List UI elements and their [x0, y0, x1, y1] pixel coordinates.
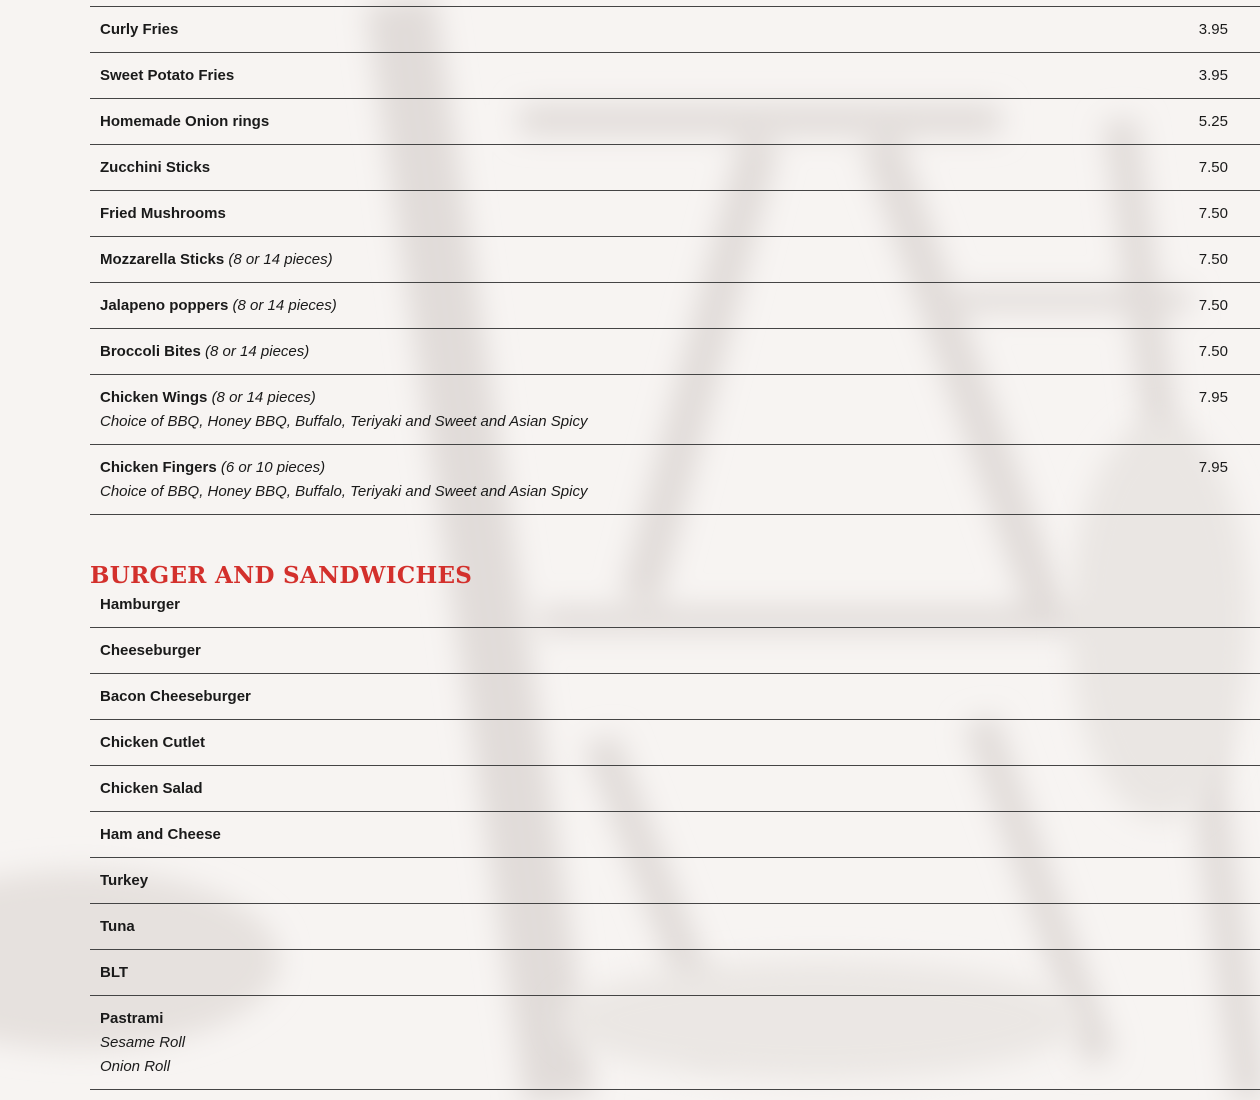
menu-item: [90, 591, 1260, 628]
menu-item: [90, 237, 1260, 283]
menu-item: [90, 375, 1260, 445]
menu-content: [90, 0, 1260, 1090]
menu-item: [90, 283, 1260, 329]
menu-item: [90, 766, 1260, 812]
menu-item: [90, 950, 1260, 996]
item-name: Chicken Fingers: [100, 459, 217, 476]
item-name: Cheeseburger: [100, 642, 201, 659]
item-price: 7.50: [1198, 159, 1228, 176]
section-spacer: [90, 515, 1260, 561]
item-name: Mozzarella Sticks: [100, 251, 225, 268]
item-name: BLT: [100, 964, 129, 981]
menu-item: [90, 99, 1260, 145]
menu-item: [90, 720, 1260, 766]
item-name: Bacon Cheeseburger: [100, 688, 251, 705]
item-price: 7.50: [1198, 343, 1228, 360]
item-price: 7.95: [1198, 459, 1228, 476]
item-price: 3.95: [1198, 67, 1228, 84]
item-price: 7.50: [1198, 205, 1228, 222]
item-name: Chicken Salad: [100, 780, 203, 797]
item-name: Ham and Cheese: [100, 826, 221, 843]
item-name: Homemade Onion rings: [100, 113, 270, 130]
section-title: BURGER AND SANDWICHES: [90, 562, 473, 589]
item-option: Onion Roll: [100, 1058, 171, 1075]
item-name: Zucchini Sticks: [100, 159, 211, 176]
menu-item: [90, 445, 1260, 515]
appetizers-list: [90, 6, 1260, 515]
item-name: Curly Fries: [100, 21, 179, 38]
item-name: Pastrami: [100, 1010, 164, 1027]
item-note: (8 or 14 pieces): [205, 343, 310, 360]
item-price: 3.95: [1198, 21, 1228, 38]
menu-item: [90, 329, 1260, 375]
menu-item: [90, 191, 1260, 237]
item-option: Sesame Roll: [100, 1034, 186, 1051]
menu-item: [90, 628, 1260, 674]
item-note: (8 or 14 pieces): [211, 389, 316, 406]
menu-item: [90, 812, 1260, 858]
item-description: Choice of BBQ, Honey BBQ, Buffalo, Teriyaki and Sweet and Asian Spicy: [100, 413, 588, 430]
menu-item: [90, 996, 1260, 1090]
menu-item: [90, 53, 1260, 99]
item-price: 5.25: [1198, 113, 1228, 130]
item-note: (8 or 14 pieces): [228, 251, 333, 268]
item-name: Sweet Potato Fries: [100, 67, 235, 84]
menu-item: [90, 904, 1260, 950]
item-name: Broccoli Bites: [100, 343, 201, 360]
menu-item: [90, 858, 1260, 904]
item-name: Chicken Wings: [100, 389, 208, 406]
item-name: Fried Mushrooms: [100, 205, 226, 222]
menu-item: [90, 7, 1260, 53]
item-note: (6 or 10 pieces): [220, 459, 326, 476]
item-price: 7.50: [1198, 251, 1228, 268]
item-name: Chicken Cutlet: [100, 734, 206, 751]
item-name: Hamburger: [100, 596, 181, 613]
item-name: Jalapeno poppers: [100, 297, 229, 314]
item-name: Tuna: [100, 918, 135, 935]
item-price: 7.95: [1198, 389, 1228, 406]
item-name: Turkey: [100, 872, 149, 889]
item-price: 7.50: [1198, 297, 1228, 314]
item-note: (8 or 14 pieces): [232, 297, 337, 314]
sandwiches-list: [90, 591, 1260, 1090]
item-description: Choice of BBQ, Honey BBQ, Buffalo, Teriyaki and Sweet and Asian Spicy: [100, 483, 588, 500]
menu-item: [90, 145, 1260, 191]
menu-item: [90, 674, 1260, 720]
